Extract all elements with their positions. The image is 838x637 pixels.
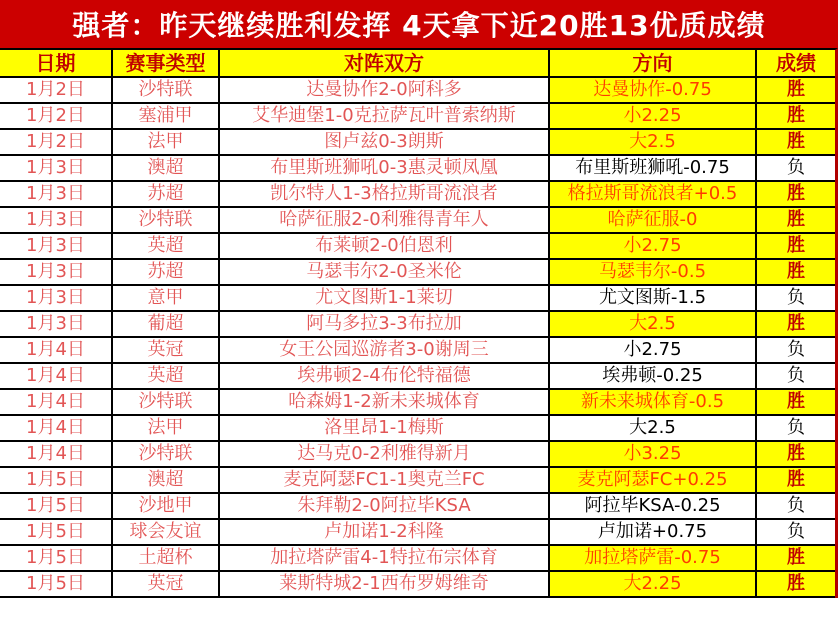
matchup-cell: 加拉塔萨雷4-1特拉布宗体育 (220, 546, 550, 570)
header-matchup: 对阵双方 (220, 50, 550, 76)
result-cell: 胜 (757, 182, 835, 206)
result-cell: 胜 (757, 208, 835, 232)
league-cell: 葡超 (113, 312, 220, 336)
matchup-cell: 哈森姆1-2新未来城体育 (220, 390, 550, 414)
result-cell: 负 (757, 156, 835, 180)
table-row (0, 130, 835, 156)
table-row (0, 208, 835, 234)
direction-cell: 阿拉毕KSA-0.25 (550, 494, 757, 518)
league-cell: 沙特联 (113, 208, 220, 232)
page-title (0, 0, 838, 48)
league-cell: 法甲 (113, 130, 220, 154)
matchup-cell: 尤文图斯1-1莱切 (220, 286, 550, 310)
direction-cell: 大2.5 (550, 130, 757, 154)
direction-cell: 小2.75 (550, 338, 757, 362)
league-cell: 球会友谊 (113, 520, 220, 544)
result-cell: 负 (757, 416, 835, 440)
league-cell: 沙地甲 (113, 494, 220, 518)
table-row (0, 78, 835, 104)
table-row (0, 546, 835, 572)
table-body (0, 78, 835, 598)
result-cell: 胜 (757, 442, 835, 466)
date-cell: 1月2日 (0, 78, 113, 102)
date-cell: 1月3日 (0, 286, 113, 310)
direction-cell: 埃弗顿-0.25 (550, 364, 757, 388)
header-result: 成绩 (757, 50, 835, 76)
result-cell: 胜 (757, 234, 835, 258)
direction-cell: 小2.25 (550, 104, 757, 128)
date-cell: 1月4日 (0, 364, 113, 388)
result-cell: 负 (757, 364, 835, 388)
title-text: 强者：昨天继续胜利发挥 4天拿下近20胜13优质成绩 (72, 9, 766, 42)
date-cell: 1月3日 (0, 182, 113, 206)
date-cell: 1月3日 (0, 312, 113, 336)
results-table (0, 48, 838, 598)
league-cell: 沙特联 (113, 442, 220, 466)
direction-cell: 新未来城体育-0.5 (550, 390, 757, 414)
table-row (0, 234, 835, 260)
matchup-cell: 埃弗顿2-4布伦特福德 (220, 364, 550, 388)
matchup-cell: 朱拜勒2-0阿拉毕KSA (220, 494, 550, 518)
table-row (0, 416, 835, 442)
league-cell: 苏超 (113, 182, 220, 206)
league-cell: 澳超 (113, 156, 220, 180)
matchup-cell: 图卢兹0-3朗斯 (220, 130, 550, 154)
direction-cell: 小3.25 (550, 442, 757, 466)
header-league: 赛事类型 (113, 50, 220, 76)
result-cell: 胜 (757, 468, 835, 492)
date-cell: 1月4日 (0, 338, 113, 362)
matchup-cell: 布里斯班狮吼0-3惠灵顿凤凰 (220, 156, 550, 180)
league-cell: 沙特联 (113, 78, 220, 102)
date-cell: 1月4日 (0, 390, 113, 414)
table-row (0, 520, 835, 546)
table-row (0, 364, 835, 390)
matchup-cell: 阿马多拉3-3布拉加 (220, 312, 550, 336)
table-row (0, 104, 835, 130)
league-cell: 英超 (113, 364, 220, 388)
table-row (0, 572, 835, 598)
date-cell: 1月3日 (0, 156, 113, 180)
matchup-cell: 女王公园巡游者3-0谢周三 (220, 338, 550, 362)
table-row (0, 338, 835, 364)
date-cell: 1月2日 (0, 130, 113, 154)
matchup-cell: 达马克0-2利雅得新月 (220, 442, 550, 466)
date-cell: 1月5日 (0, 520, 113, 544)
header-date: 日期 (0, 50, 113, 76)
table-row (0, 156, 835, 182)
date-cell: 1月4日 (0, 416, 113, 440)
date-cell: 1月5日 (0, 572, 113, 596)
matchup-cell: 凯尔特人1-3格拉斯哥流浪者 (220, 182, 550, 206)
direction-cell: 达曼协作-0.75 (550, 78, 757, 102)
direction-cell: 麦克阿瑟FC+0.25 (550, 468, 757, 492)
result-cell: 胜 (757, 546, 835, 570)
league-cell: 土超杯 (113, 546, 220, 570)
direction-cell: 布里斯班狮吼-0.75 (550, 156, 757, 180)
league-cell: 英冠 (113, 572, 220, 596)
league-cell: 英超 (113, 234, 220, 258)
direction-cell: 大2.25 (550, 572, 757, 596)
header-direction: 方向 (550, 50, 757, 76)
result-cell: 负 (757, 338, 835, 362)
result-cell: 胜 (757, 390, 835, 414)
table-row (0, 468, 835, 494)
league-cell: 沙特联 (113, 390, 220, 414)
matchup-cell: 达曼协作2-0阿科多 (220, 78, 550, 102)
direction-cell: 格拉斯哥流浪者+0.5 (550, 182, 757, 206)
date-cell: 1月5日 (0, 494, 113, 518)
direction-cell: 加拉塔萨雷-0.75 (550, 546, 757, 570)
date-cell: 1月3日 (0, 208, 113, 232)
table-row (0, 442, 835, 468)
result-cell: 负 (757, 286, 835, 310)
result-cell: 胜 (757, 312, 835, 336)
date-cell: 1月3日 (0, 234, 113, 258)
matchup-cell: 马瑟韦尔2-0圣米伦 (220, 260, 550, 284)
table-row (0, 312, 835, 338)
matchup-cell: 艾华迪堡1-0克拉萨瓦叶普索纳斯 (220, 104, 550, 128)
date-cell: 1月4日 (0, 442, 113, 466)
direction-cell: 大2.5 (550, 312, 757, 336)
table-row (0, 182, 835, 208)
matchup-cell: 哈萨征服2-0利雅得青年人 (220, 208, 550, 232)
matchup-cell: 麦克阿瑟FC1-1奥克兰FC (220, 468, 550, 492)
result-cell: 胜 (757, 130, 835, 154)
direction-cell: 小2.75 (550, 234, 757, 258)
league-cell: 英冠 (113, 338, 220, 362)
result-cell: 胜 (757, 78, 835, 102)
league-cell: 塞浦甲 (113, 104, 220, 128)
result-cell: 负 (757, 494, 835, 518)
league-cell: 意甲 (113, 286, 220, 310)
league-cell: 法甲 (113, 416, 220, 440)
result-cell: 胜 (757, 572, 835, 596)
direction-cell: 大2.5 (550, 416, 757, 440)
table-header-row (0, 50, 835, 78)
matchup-cell: 卢加诺1-2科隆 (220, 520, 550, 544)
matchup-cell: 布莱顿2-0伯恩利 (220, 234, 550, 258)
date-cell: 1月5日 (0, 546, 113, 570)
date-cell: 1月5日 (0, 468, 113, 492)
result-cell: 胜 (757, 104, 835, 128)
direction-cell: 尤文图斯-1.5 (550, 286, 757, 310)
direction-cell: 哈萨征服-0 (550, 208, 757, 232)
league-cell: 苏超 (113, 260, 220, 284)
table-row (0, 390, 835, 416)
direction-cell: 卢加诺+0.75 (550, 520, 757, 544)
result-cell: 胜 (757, 260, 835, 284)
date-cell: 1月2日 (0, 104, 113, 128)
date-cell: 1月3日 (0, 260, 113, 284)
matchup-cell: 洛里昂1-1梅斯 (220, 416, 550, 440)
league-cell: 澳超 (113, 468, 220, 492)
table-row (0, 260, 835, 286)
direction-cell: 马瑟韦尔-0.5 (550, 260, 757, 284)
result-cell: 负 (757, 520, 835, 544)
matchup-cell: 莱斯特城2-1西布罗姆维奇 (220, 572, 550, 596)
table-row (0, 286, 835, 312)
table-row (0, 494, 835, 520)
